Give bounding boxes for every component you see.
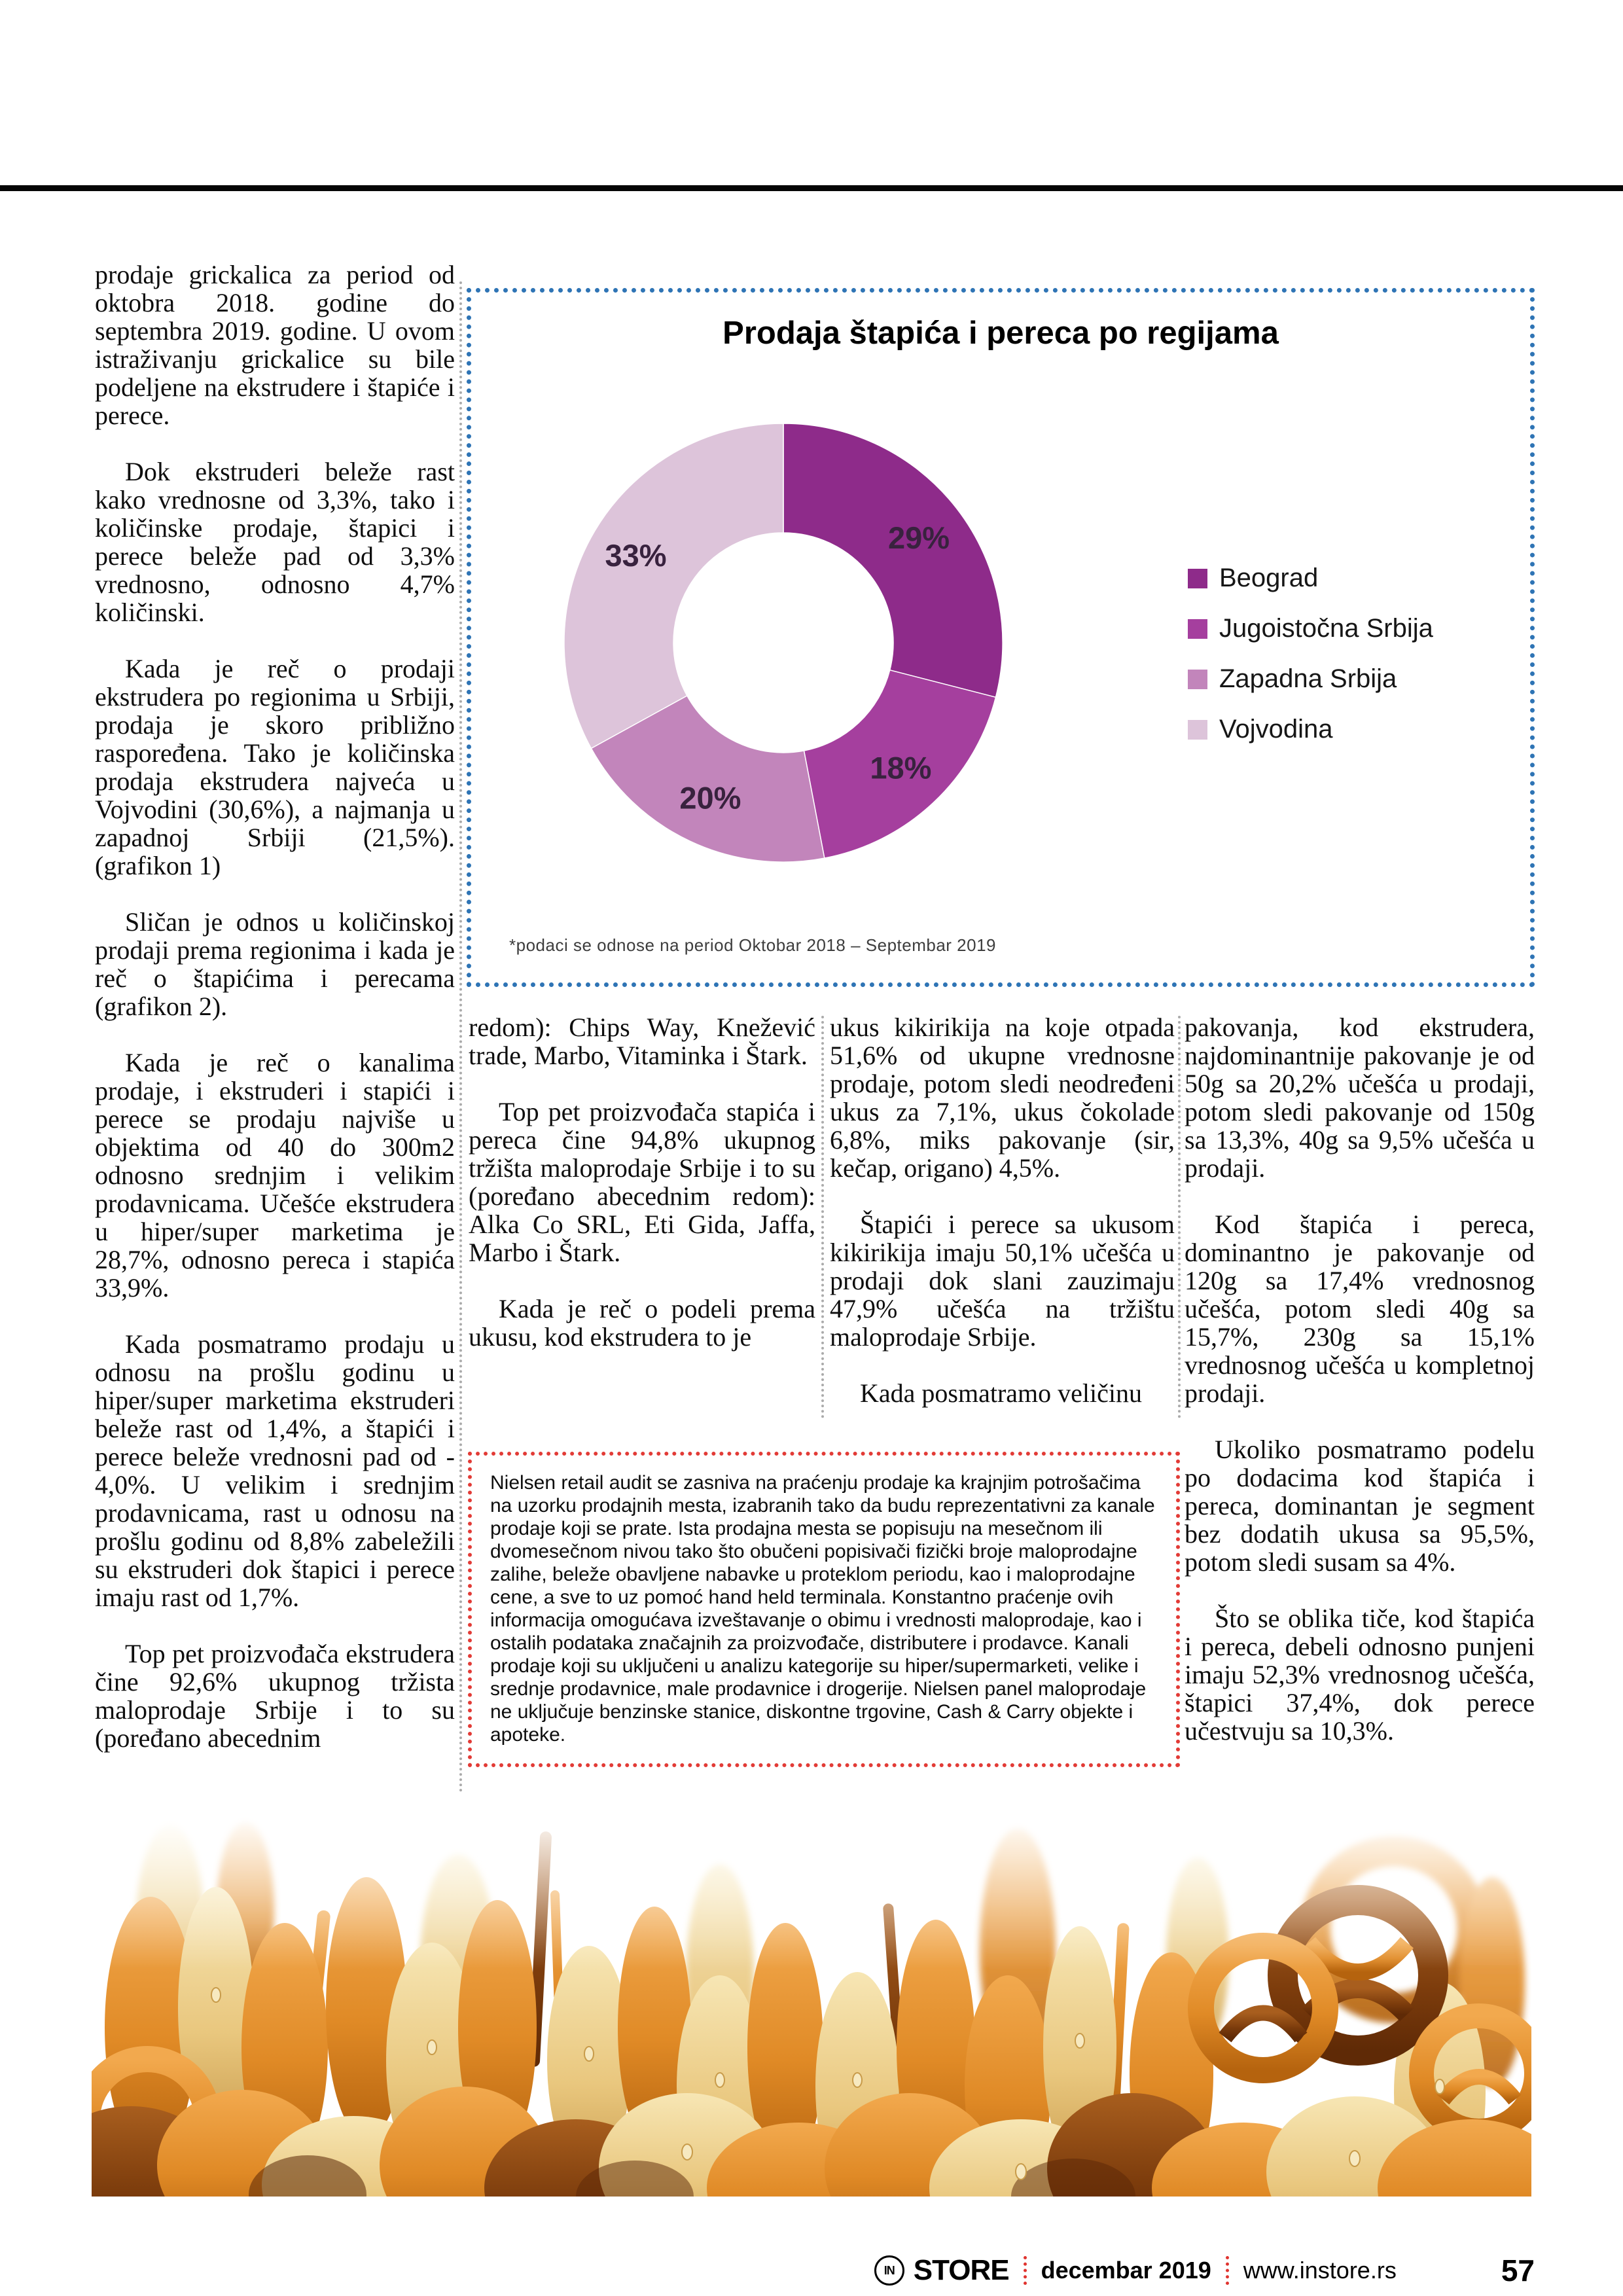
- legend-label: Jugoistočna Srbija: [1219, 614, 1433, 643]
- page-number: 57: [1501, 2253, 1535, 2287]
- legend-item-vojvodina: [1188, 704, 1433, 755]
- donut-value-label: 33%: [605, 538, 667, 573]
- legend-label: Beograd: [1219, 564, 1319, 592]
- paragraph: Kada je reč o podeli prema ukusu, kod ekstrudera to je: [469, 1294, 815, 1352]
- paragraph: Ukoliko posmatramo podelu po dodacima kod štapića i pereca, dominantan je segment bez dodatih ukusa sa 95,5%, potom sledi susam sa 4%.: [1185, 1435, 1535, 1577]
- legend-item-zapadna-srbija: [1188, 654, 1433, 704]
- paragraph: Kada je reč o prodaji ekstrudera po regionima u Srbiji, prodaja je skoro približno raspoređena. Tako je količinska prodaja ekstrudera najveća u Vojvodini (30,6%), a najmanja u zapadnoj Srbiji (21,5%). (grafikon 1): [95, 654, 455, 880]
- paragraph: redom): Chips Way, Knežević trade, Marbo, Vitaminka i Štark.: [469, 1013, 815, 1070]
- chart-title: Prodaja štapića i pereca po regijama: [722, 315, 1279, 351]
- footer-date: decembar 2019: [1041, 2257, 1211, 2284]
- paragraph: prodaje grickalica za period od oktobra 2018. godine do septembra 2019. godine. U ovom istraživanju grickalice su bile podeljene na ekstrudere i štapiće i perece.: [95, 260, 455, 430]
- legend-label: Vojvodina: [1219, 715, 1333, 744]
- donut-chart: [535, 394, 1032, 891]
- paragraph: Kada je reč o kanalima prodaje, i ekstruderi i stapići i perece se prodaju najviše u objektima od 40 do 300m2 odnosno srednjim i velikim prodavnicama. Učešće ekstrudera u hiper/super marketima je 28,7%, odnosno pereca i stapića 33,9%.: [95, 1048, 455, 1302]
- page-footer: [874, 2250, 1535, 2291]
- article-column-4: [1185, 1013, 1535, 1773]
- top-rule: [0, 185, 1623, 191]
- donut-value-label: 20%: [679, 780, 741, 816]
- legend-swatch-icon: [1188, 670, 1207, 689]
- paragraph: Kada posmatramo prodaju u odnosu na prošlu godinu u hiper/super marketima ekstruderi beleže rast od 1,4%, a štapići i perece beleže vrednosni pad od - 4,0%. U velikim i srednjim prodavnicama, rast u odnosu na prošlu godinu od 8,8% zabeležili su ekstruderi dok štapici i perece imaju rast od 1,7%.: [95, 1329, 455, 1612]
- legend-swatch-icon: [1188, 720, 1207, 740]
- legend-swatch-icon: [1188, 619, 1207, 639]
- paragraph: Kod štapića i pereca, dominantno je pakovanje od 120g sa 17,4% vrednosnog učešća, potom sledi 40g sa 15,7%, 230g sa 15,1% vrednosnog učešća u kompletnoj prodaji.: [1185, 1210, 1535, 1408]
- chart-legend: [1188, 553, 1433, 755]
- chart-footnote: *podaci se odnose na period Oktobar 2018 – Septembar 2019: [509, 935, 997, 955]
- paragraph: Top pet proizvođača stapića i pereca čine 94,8% ukupnog tržišta maloprodaje Srbije i to su (poređano abecednim redom): Alka Co SRL, Eti Gida, Jaffa, Marbo i Štark.: [469, 1097, 815, 1267]
- footer-brand: STORE: [913, 2254, 1009, 2286]
- article-column-1: [95, 260, 455, 1780]
- paragraph: Što se oblika tiče, kod štapića i pereca, debeli odnosno punjeni imaju 52,3% vrednosnog učešća, štapici 37,4%, dok perece učestvuju sa 10,3%.: [1185, 1604, 1535, 1746]
- footer-site-url: www.instore.rs: [1243, 2257, 1397, 2284]
- column-divider: [459, 281, 462, 1793]
- legend-label: Zapadna Srbija: [1219, 664, 1397, 693]
- donut-value-label: 29%: [887, 520, 950, 555]
- legend-swatch-icon: [1188, 569, 1207, 588]
- nielsen-text: Nielsen retail audit se zasniva na praćenju prodaje ka krajnjim potrošačima na uzorku prodajnih mesta, izabranih tako da budu reprezentativni za kanale prodaje koji se prate. Ista prodajna mesta se popisuju na mesečnom ili dvomesečnom nivou tako što obučeni popisivači fizički broje maloprodajne zalihe, beleže obavljene nabavke u proteklom periodu, kao i maloprodajne cene, a sve to uz pomoć hand held terminala. Konstantno praćenje ovih informacija omogućava izveštavanje o obimu i vrednosti maloprodaje, kao i ostalih podataka značajnih za proizvođače, distributere i prodavce. Kanali prodaje koji su uključeni u analizu kategorije su hiper/supermarketi, velike i srednje prodavnice, male prodavnice i drogerije. Nielsen panel maloprodaje ne uključuje benzinske stanice, diskontne trgovine, Cash & Carry objekte i apoteke.: [490, 1472, 1155, 1746]
- legend-item-beograd: [1188, 553, 1433, 603]
- column-divider: [821, 1016, 824, 1418]
- paragraph: Top pet proizvođača ekstrudera čine 92,6% ukupnog tržista maloprodaje Srbije i to su (poređano abecednim: [95, 1639, 455, 1753]
- column-divider: [1178, 1016, 1181, 1418]
- footer-divider: [1226, 2256, 1229, 2285]
- paragraph: ukus kikirikija na koje otpada 51,6% od ukupne vrednosne prodaje, potom sledi neodređeni ukus za 7,1%, ukus čokolade 6,8%, miks pakovanje (sir, kečap, origano) 4,5%.: [830, 1013, 1175, 1183]
- logo-text: IN: [883, 2263, 895, 2277]
- instore-logo-icon: [874, 2255, 904, 2286]
- paragraph: pakovanja, kod ekstrudera, najdominantnije pakovanje je od 50g sa 20,2% učešća u prodaji, potom sledi pakovanje od 150g sa 13,3%, 40g sa 9,5% učešća u prodaji.: [1185, 1013, 1535, 1183]
- paragraph: Kada posmatramo veličinu: [860, 1378, 1142, 1408]
- donut-segment-vojvodina: [564, 423, 783, 748]
- snack-photo: [92, 1812, 1531, 2197]
- donut-segment-beograd: [783, 423, 1003, 697]
- article-column-3: [830, 1013, 1175, 1435]
- footer-divider: [1024, 2256, 1027, 2285]
- chart-panel: [467, 288, 1535, 987]
- nielsen-info-box: [468, 1452, 1180, 1767]
- paragraph: Sličan je odnos u količinskoj prodaji prema regionima i kada je reč o štapićima i perecama (grafikon 2).: [95, 907, 455, 1021]
- paragraph: Dok ekstruderi beleže rast kako vrednosne od 3,3%, tako i količinske prodaje, štapici i perece beleže pad od 3,3% vrednosno, odnosno 4,7% količinski.: [95, 457, 455, 627]
- article-column-2: [469, 1013, 815, 1379]
- paragraph: Štapići i perece sa ukusom kikirikija imaju 50,1% učešća u prodaji dok slani zauzimaju 47,9% učešća na tržištu maloprodaje Srbije.: [830, 1210, 1175, 1352]
- donut-value-label: 18%: [870, 750, 932, 785]
- legend-item-jugoistočna-srbija: [1188, 603, 1433, 654]
